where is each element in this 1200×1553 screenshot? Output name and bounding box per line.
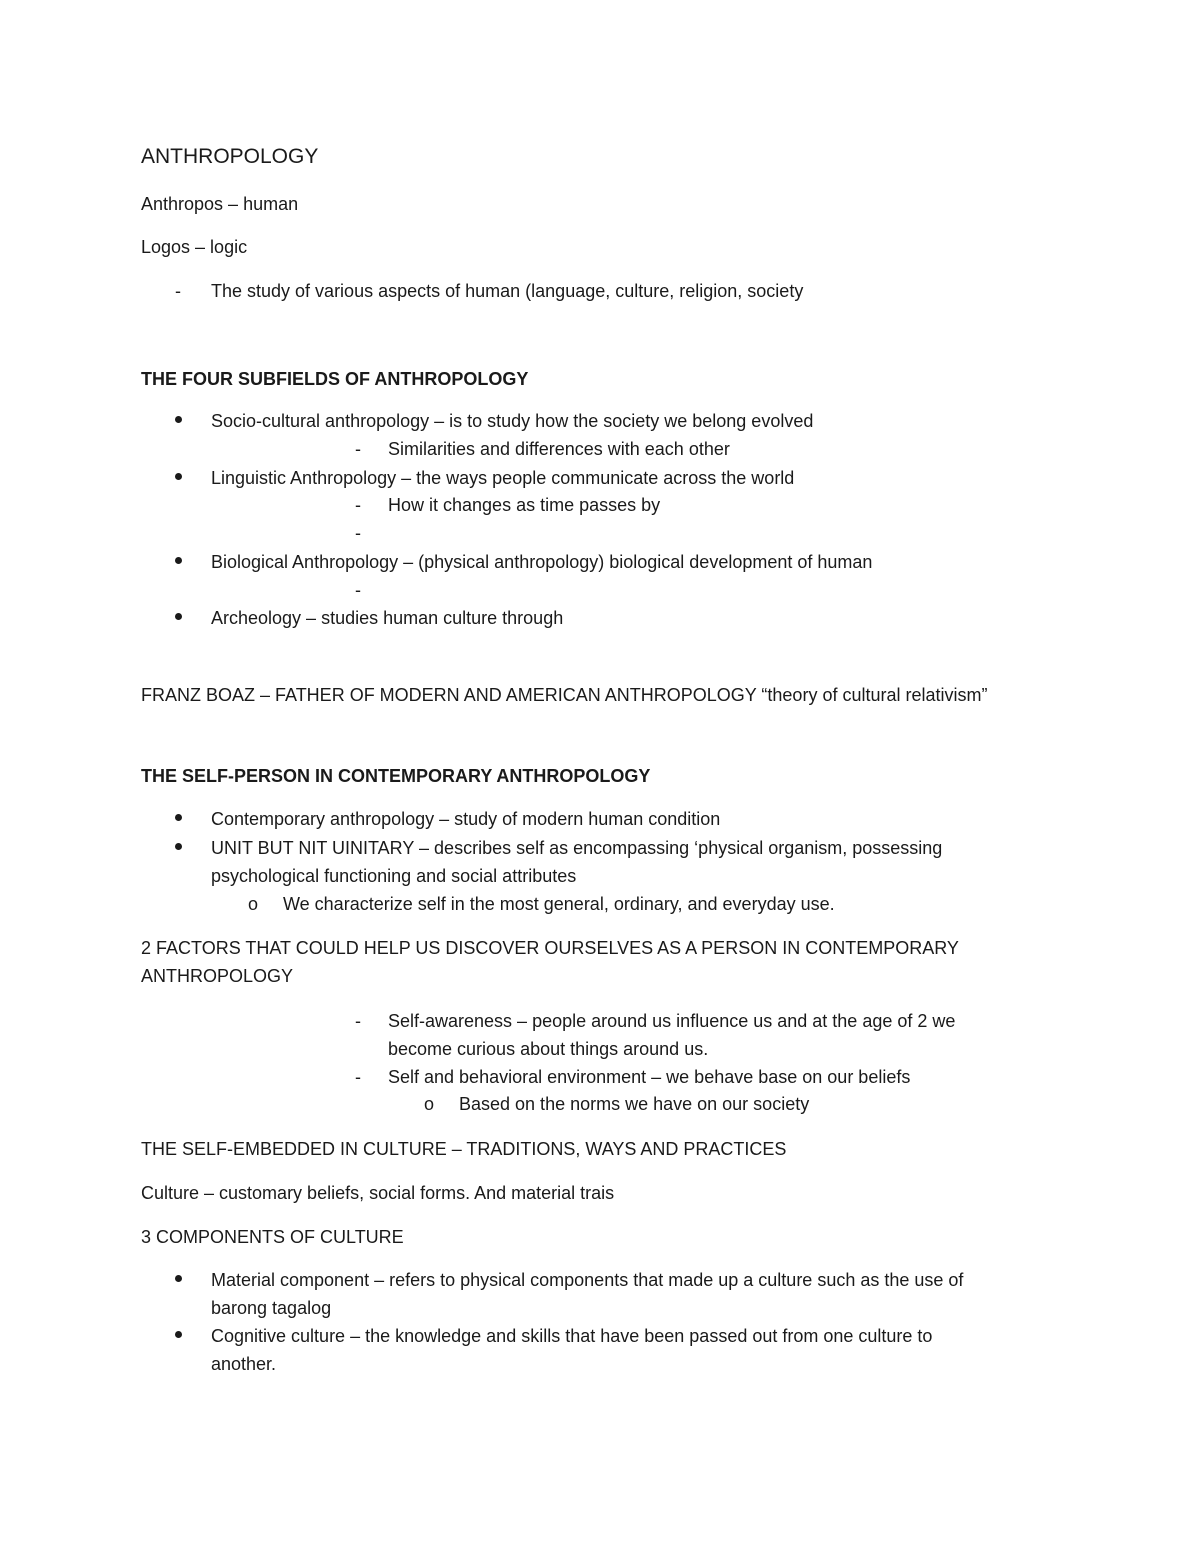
dash-marker: - xyxy=(355,1011,361,1031)
factors-heading-line-1: 2 FACTORS THAT COULD HELP US DISCOVER OURSELVES AS A PERSON IN CONTEMPORARY xyxy=(141,938,959,958)
subfield-socio-cultural-note: Similarities and differences with each other xyxy=(388,439,730,459)
definition-study: The study of various aspects of human (language, culture, religion, society xyxy=(211,281,804,301)
factors-heading-line-2: ANTHROPOLOGY xyxy=(141,966,294,986)
section-heading-subfields: THE FOUR SUBFIELDS OF ANTHROPOLOGY xyxy=(141,369,529,389)
circle-marker: o xyxy=(248,894,259,914)
bullet-icon xyxy=(175,416,182,423)
component-material-line-2: barong tagalog xyxy=(211,1298,332,1318)
subfield-socio-cultural: Socio-cultural anthropology – is to study how the society we belong evolved xyxy=(211,411,814,431)
component-cognitive-line-2: another. xyxy=(211,1354,277,1374)
definition-logos: Logos – logic xyxy=(141,237,248,257)
bullet-icon xyxy=(175,557,182,564)
factor-self-awareness-line-2: become curious about things around us. xyxy=(388,1039,709,1059)
bullet-icon xyxy=(175,1331,182,1338)
subfield-linguistic-note: How it changes as time passes by xyxy=(388,495,661,515)
factor-behavioral-environment: Self and behavioral environment – we behave base on our beliefs xyxy=(388,1067,911,1087)
bullet-icon xyxy=(175,814,182,821)
self-unit-line-2: psychological functioning and social attributes xyxy=(211,866,577,886)
culture-definition: Culture – customary beliefs, social forms. And material trais xyxy=(141,1183,615,1203)
bullet-icon xyxy=(175,843,182,850)
bullet-icon xyxy=(175,473,182,480)
dash-marker: - xyxy=(355,495,361,515)
component-material-line-1: Material component – refers to physical components that made up a culture such as the use of xyxy=(211,1270,964,1290)
franz-boaz-line: FRANZ BOAZ – FATHER OF MODERN AND AMERICAN ANTHROPOLOGY “theory of cultural relativism” xyxy=(141,685,988,705)
component-cognitive-line-1: Cognitive culture – the knowledge and skills that have been passed out from one culture to xyxy=(211,1326,933,1346)
dash-marker: - xyxy=(355,439,361,459)
factor-self-awareness-line-1: Self-awareness – people around us influence us and at the age of 2 we xyxy=(388,1011,956,1031)
components-heading: 3 COMPONENTS OF CULTURE xyxy=(141,1227,404,1247)
dash-marker: - xyxy=(175,281,181,301)
dash-marker: - xyxy=(355,1067,361,1087)
subfield-linguistic: Linguistic Anthropology – the ways people communicate across the world xyxy=(211,468,795,488)
bullet-icon xyxy=(175,613,182,620)
self-unit-subpoint: We characterize self in the most general, ordinary, and everyday use. xyxy=(283,894,835,914)
circle-marker: o xyxy=(424,1094,435,1114)
subfield-archeology: Archeology – studies human culture through xyxy=(211,608,564,628)
dash-marker: - xyxy=(355,523,361,543)
factor-behavioral-subpoint: Based on the norms we have on our society xyxy=(459,1094,810,1114)
section-heading-self-person: THE SELF-PERSON IN CONTEMPORARY ANTHROPOLOGY xyxy=(141,766,651,786)
bullet-icon xyxy=(175,1275,182,1282)
page-title: ANTHROPOLOGY xyxy=(141,145,319,168)
subfield-biological: Biological Anthropology – (physical anthropology) biological development of human xyxy=(211,552,873,572)
self-embedded-heading: THE SELF-EMBEDDED IN CULTURE – TRADITIONS, WAYS AND PRACTICES xyxy=(141,1139,787,1159)
definition-anthropos: Anthropos – human xyxy=(141,194,299,214)
self-contemporary-anthropology: Contemporary anthropology – study of modern human condition xyxy=(211,809,721,829)
self-unit-line-1: UNIT BUT NIT UINITARY – describes self as encompassing ‘physical organism, possessing xyxy=(211,838,943,858)
dash-marker: - xyxy=(355,580,361,600)
